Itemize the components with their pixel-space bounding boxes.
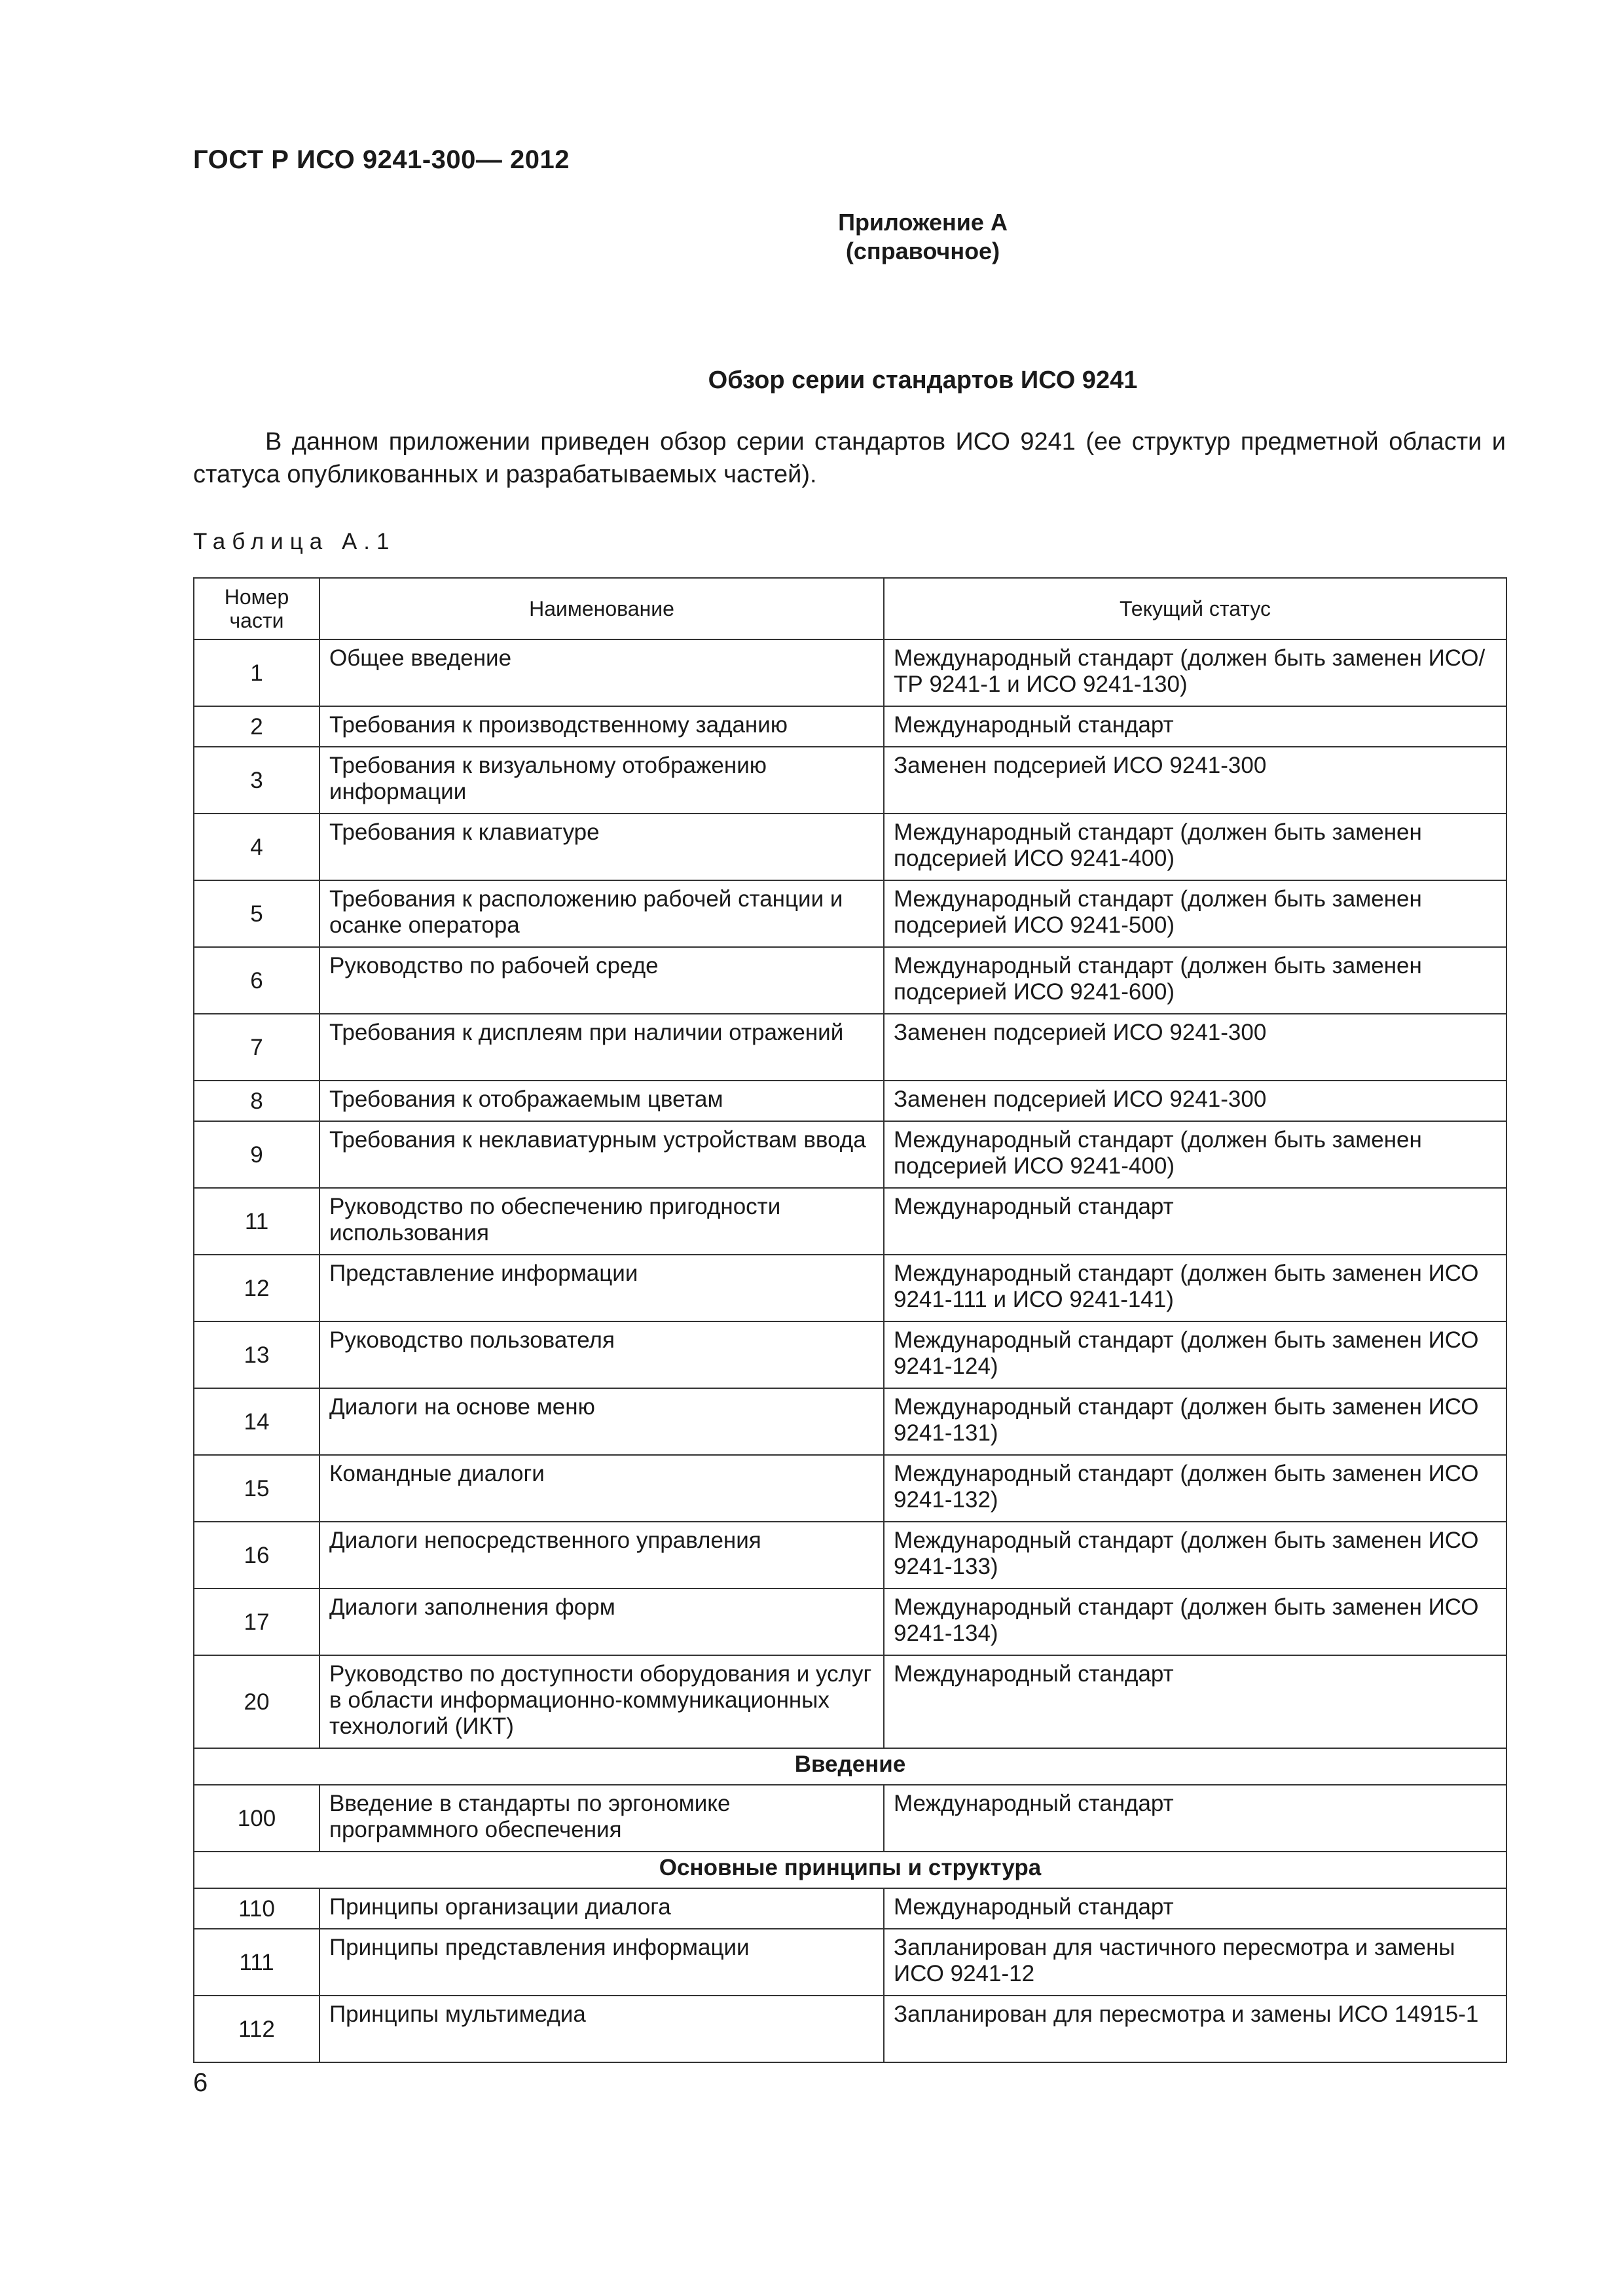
part-name: Диалоги заполнения форм xyxy=(319,1588,884,1655)
table-row xyxy=(194,1255,1506,1321)
part-number: 112 xyxy=(194,1996,319,2062)
part-name: Требования к отображаемым цветам xyxy=(319,1081,884,1121)
part-status: Международный стандарт (должен быть заменен ИСО 9241-134) xyxy=(884,1588,1506,1655)
part-name: Представление информации xyxy=(319,1255,884,1321)
table-row xyxy=(194,1321,1506,1388)
intro-paragraph: В данном приложении приведен обзор серии стандартов ИСО 9241 (ее структур предметной области и статуса опубликованных и разрабатываемых частей). xyxy=(193,428,1506,488)
table-row xyxy=(194,1588,1506,1655)
table-row xyxy=(194,1121,1506,1188)
part-number: 111 xyxy=(194,1929,319,1996)
table-row xyxy=(194,814,1506,880)
part-number: 20 xyxy=(194,1655,319,1748)
part-status: Запланирован для частичного пересмотра и замены ИСО 9241-12 xyxy=(884,1929,1506,1996)
part-status: Международный стандарт xyxy=(884,1655,1506,1748)
part-number: 110 xyxy=(194,1888,319,1929)
part-name: Введение в стандарты по эргономике программного обеспечения xyxy=(319,1785,884,1852)
header-number: Номер части xyxy=(194,578,319,639)
part-status: Запланирован для пересмотра и замены ИСО 14915-1 xyxy=(884,1996,1506,2062)
part-name: Требования к клавиатуре xyxy=(319,814,884,880)
table-row xyxy=(194,747,1506,814)
table-row xyxy=(194,1888,1506,1929)
part-name: Командные диалоги xyxy=(319,1455,884,1522)
part-name: Требования к производственному заданию xyxy=(319,706,884,747)
part-name: Требования к неклавиатурным устройствам ввода xyxy=(319,1121,884,1188)
section-title: Обзор серии стандартов ИСО 9241 xyxy=(708,367,1138,394)
document-code: ГОСТ Р ИСО 9241-300— 2012 xyxy=(193,145,570,174)
part-number: 1 xyxy=(194,639,319,706)
appendix-heading xyxy=(0,208,1623,266)
appendix-subtitle: (справочное) xyxy=(845,238,1000,264)
part-status: Международный стандарт (должен быть заменен подсерией ИСО 9241-400) xyxy=(884,814,1506,880)
table-row xyxy=(194,1081,1506,1121)
part-status: Заменен подсерией ИСО 9241-300 xyxy=(884,1081,1506,1121)
part-number: 9 xyxy=(194,1121,319,1188)
table-header-row xyxy=(194,578,1506,639)
part-status: Международный стандарт (должен быть заменен ИСО 9241-132) xyxy=(884,1455,1506,1522)
table-row xyxy=(194,706,1506,747)
standards-table xyxy=(193,577,1507,2063)
part-name: Руководство по обеспечению пригодности использования xyxy=(319,1188,884,1255)
table-caption: Таблица А.1 xyxy=(193,529,396,554)
part-status: Заменен подсерией ИСО 9241-300 xyxy=(884,747,1506,814)
part-name: Принципы представления информации xyxy=(319,1929,884,1996)
part-number: 7 xyxy=(194,1014,319,1081)
appendix-title: Приложение А xyxy=(838,209,1008,236)
part-status: Международный стандарт (должен быть заменен подсерией ИСО 9241-400) xyxy=(884,1121,1506,1188)
table-row xyxy=(194,1522,1506,1588)
page-number: 6 xyxy=(193,2068,208,2097)
part-number: 8 xyxy=(194,1081,319,1121)
part-status: Международный стандарт (должен быть заменен подсерией ИСО 9241-500) xyxy=(884,880,1506,947)
part-number: 100 xyxy=(194,1785,319,1852)
part-number: 12 xyxy=(194,1255,319,1321)
part-name: Принципы организации диалога xyxy=(319,1888,884,1929)
part-name: Диалоги на основе меню xyxy=(319,1388,884,1455)
part-name: Общее введение xyxy=(319,639,884,706)
header-name: Наименование xyxy=(319,578,884,639)
part-name: Требования к визуальному отображению информации xyxy=(319,747,884,814)
part-name: Диалоги непосредственного управления xyxy=(319,1522,884,1588)
part-number: 16 xyxy=(194,1522,319,1588)
part-status: Международный стандарт xyxy=(884,1785,1506,1852)
part-number: 5 xyxy=(194,880,319,947)
table-row xyxy=(194,1996,1506,2062)
table-row xyxy=(194,880,1506,947)
part-status: Заменен подсерией ИСО 9241-300 xyxy=(884,1014,1506,1081)
table-row xyxy=(194,639,1506,706)
part-status: Международный стандарт xyxy=(884,1888,1506,1929)
section-label: Введение xyxy=(194,1748,1506,1785)
part-number: 4 xyxy=(194,814,319,880)
part-name: Требования к дисплеям при наличии отражений xyxy=(319,1014,884,1081)
part-number: 13 xyxy=(194,1321,319,1388)
part-status: Международный стандарт xyxy=(884,706,1506,747)
section-row-principles xyxy=(194,1852,1506,1888)
header-status: Текущий статус xyxy=(884,578,1506,639)
part-status: Международный стандарт (должен быть заменен ИСО 9241-131) xyxy=(884,1388,1506,1455)
part-status: Международный стандарт (должен быть заменен подсерией ИСО 9241-600) xyxy=(884,947,1506,1014)
part-number: 3 xyxy=(194,747,319,814)
part-status: Международный стандарт xyxy=(884,1188,1506,1255)
part-name: Руководство по рабочей среде xyxy=(319,947,884,1014)
part-status: Международный стандарт (должен быть заменен ИСО 9241-133) xyxy=(884,1522,1506,1588)
section-row-intro xyxy=(194,1748,1506,1785)
table-row xyxy=(194,947,1506,1014)
part-status: Международный стандарт (должен быть заменен ИСО/ТР 9241-1 и ИСО 9241-130) xyxy=(884,639,1506,706)
part-name: Принципы мультимедиа xyxy=(319,1996,884,2062)
part-number: 14 xyxy=(194,1388,319,1455)
table-row xyxy=(194,1785,1506,1852)
table-row xyxy=(194,1014,1506,1081)
part-status: Международный стандарт (должен быть заменен ИСО 9241-124) xyxy=(884,1321,1506,1388)
part-number: 17 xyxy=(194,1588,319,1655)
part-status: Международный стандарт (должен быть заменен ИСО 9241-111 и ИСО 9241-141) xyxy=(884,1255,1506,1321)
section-label: Основные принципы и структура xyxy=(194,1852,1506,1888)
table-row xyxy=(194,1455,1506,1522)
table-row xyxy=(194,1929,1506,1996)
part-name: Руководство по доступности оборудования и услуг в области информационно-коммуникационных технологий (ИКТ) xyxy=(319,1655,884,1748)
part-name: Требования к расположению рабочей станции и осанке оператора xyxy=(319,880,884,947)
part-number: 15 xyxy=(194,1455,319,1522)
table-row xyxy=(194,1655,1506,1748)
part-name: Руководство пользователя xyxy=(319,1321,884,1388)
part-number: 2 xyxy=(194,706,319,747)
part-number: 6 xyxy=(194,947,319,1014)
table-row xyxy=(194,1388,1506,1455)
part-number: 11 xyxy=(194,1188,319,1255)
table-row xyxy=(194,1188,1506,1255)
